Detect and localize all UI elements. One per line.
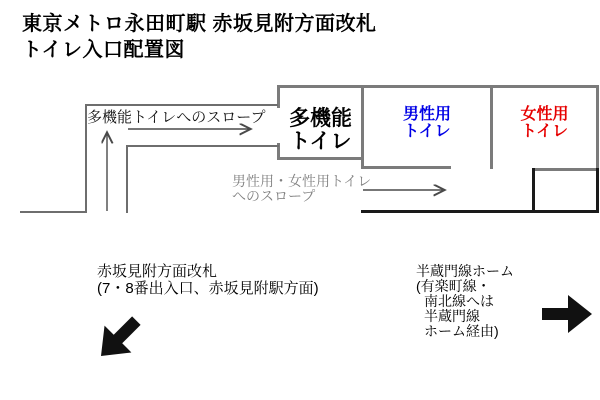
mens-toilet-label-line-2: トイレ	[403, 123, 451, 140]
wall-top	[277, 85, 599, 88]
gate-direction-arrow-icon	[88, 307, 150, 369]
multifunction-toilet-label-line-2: トイレ	[289, 130, 352, 153]
platform-direction-arrow-icon	[542, 295, 592, 333]
bottom-right-box-right-line	[596, 168, 599, 213]
hanzomon-platform-label	[416, 264, 514, 339]
page-title	[22, 11, 377, 63]
mens-toilet-label	[362, 106, 492, 140]
corridor-inner-vertical-wall	[126, 145, 128, 213]
womens-toilet-label-line-2: トイレ	[520, 123, 569, 140]
womens-toilet-label-line-1: 女性用	[520, 106, 569, 123]
page-title-line-1: 東京メトロ永田町駅 赤坂見附方面改札	[22, 13, 377, 35]
platform-label-line-4: 半蔵門線	[424, 308, 480, 324]
akasaka-mitsuke-gate-label	[97, 263, 319, 297]
platform-label-line-2: (有楽町線・	[416, 278, 491, 294]
page-title-line-2: トイレ入口配置図	[22, 39, 185, 61]
wall-womens-bottom	[532, 168, 599, 171]
platform-label-line-3: 南北線へは	[424, 293, 494, 309]
platform-label-line-5: ホーム経由)	[424, 323, 499, 339]
ramp-to-mens-womens-label	[232, 174, 371, 204]
bottom-right-box-left-line	[532, 168, 535, 213]
corridor-bottom-stub-wall	[20, 211, 87, 213]
lower-corridor-bottom-line	[361, 210, 599, 213]
wall-multi-bottom	[277, 157, 364, 160]
ramp-to-multifunction-label: 多機能トイレへのスロープ	[87, 109, 266, 126]
gate-label-line-2: (7・8番出入口、赤坂見附駅方面)	[97, 280, 319, 297]
wall-mens-bottom	[361, 166, 451, 169]
multifunction-toilet-label-line-1: 多機能	[289, 107, 352, 130]
mens-toilet-label-line-1: 男性用	[402, 106, 451, 123]
corridor-inner-horizontal-wall	[126, 145, 279, 147]
ramp-to-mens-womens-label-line-1: 男性用・女性用トイレ	[232, 173, 372, 189]
platform-label-line-1: 半蔵門線ホーム	[416, 263, 514, 279]
ramp-to-mens-womens-label-line-2: へのスロープ	[232, 188, 316, 204]
multifunction-toilet-label	[277, 107, 364, 153]
womens-toilet-label	[491, 106, 598, 140]
gate-label-line-1: 赤坂見附方面改札	[97, 263, 218, 280]
